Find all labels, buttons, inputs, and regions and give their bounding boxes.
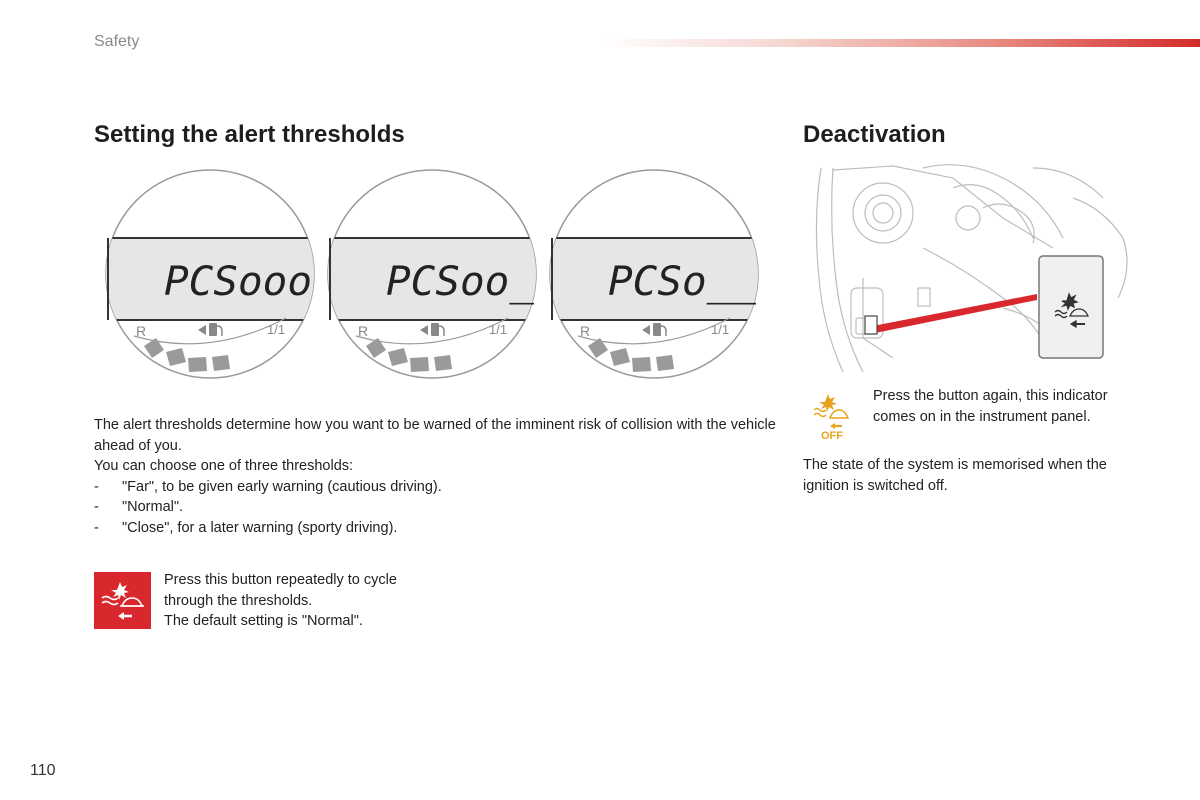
memorised-state-note: The state of the system is memorised when the ignition is switched off. [803, 457, 1107, 494]
header-accent-bar [600, 39, 1200, 47]
section-label: Safety [94, 33, 140, 50]
dashboard-illustration [803, 158, 1133, 372]
gauge-display-far [104, 168, 326, 382]
deactivation-instruction: Press the button again, this indicator comes on in the instrument panel. [873, 388, 1108, 425]
threshold-displays [104, 168, 768, 388]
intro-paragraph: The alert thresholds determine how you want to be warned of the imminent risk of collision with the vehicle ahead of you. [94, 417, 776, 454]
gauge-label-r: R [136, 323, 147, 339]
thresholds-description [94, 415, 784, 538]
gauge-label-full: 1/1 [489, 322, 508, 337]
list-item: - "Normal". [94, 499, 184, 515]
section-title-deactivation: Deactivation [803, 121, 946, 148]
page-number: 110 [30, 762, 56, 779]
section-title-thresholds: Setting the alert thresholds [94, 121, 405, 148]
display-text: PCSo__ [608, 259, 757, 305]
gauge-display-normal [326, 168, 548, 382]
threshold-list [94, 477, 784, 539]
list-item: - "Far", to be given early warning (cautious driving). [94, 478, 442, 495]
gauge-display-close [548, 168, 770, 382]
off-label: OFF [821, 430, 843, 442]
button-instruction: Press this button repeatedly to cycle through the thresholds. The default setting is "Normal". [164, 572, 397, 629]
gauge-label-r: R [358, 323, 369, 339]
collision-warning-icon [94, 572, 151, 629]
choice-paragraph: You can choose one of three thresholds: [94, 458, 354, 474]
gauge-label-r: R [580, 323, 591, 339]
gauge-label-full: 1/1 [711, 322, 730, 337]
list-item: - "Close", for a later warning (sporty driving). [94, 519, 398, 536]
gauge-label-full: 1/1 [267, 322, 286, 337]
display-text: PCSooo [164, 259, 312, 305]
display-text: PCSoo_ [386, 259, 535, 305]
